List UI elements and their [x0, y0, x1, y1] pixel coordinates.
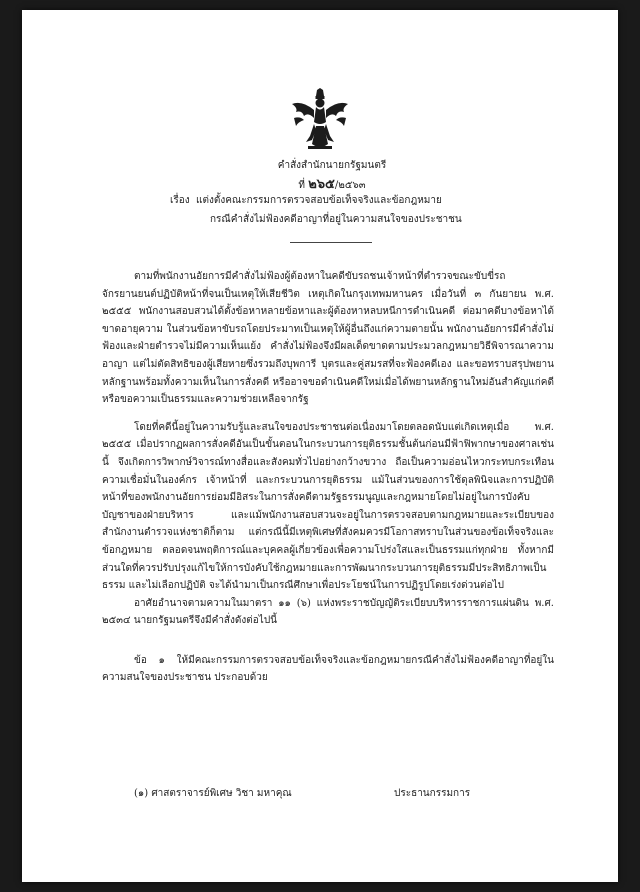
document-page	[22, 10, 618, 882]
subject	[170, 191, 462, 229]
paragraph-2: โดยที่คดีนี้อยู่ในความรับรู้และสนใจของประชาชนต่อเนื่องมาโดยตลอดนับแต่เกิดเหตุเมื่อ พ.ศ. ๒๕๕๕ เมื่อปรากฏผลการสั่งคดีอันเป็นขั้นตอนในกระบวนการยุติธรรมชั้นต้นก่อนมีฟ้าฟิพากษาของศาลเช่นนี้ จึงเกิดการวิพากษ์วิจารณ์ทางสื่อและสังคมทั่วไปอย่างกว้างขวาง ถือเป็นความอ่อนไหวกระทบกระเทือนความเชื่อมั่นในองค์กร เจ้าหน้าที่ และกระบวนการยุติธรรม แม้ในส่วนของการใช้ดุลพินิจและการปฏิบัติหน้าที่ของพนักงานอัยการย่อมมีอิสระในการสั่งคดีตามรัฐธรรมนูญและกฎหมายโดยไม่อยู่ในการบังคับบัญชาของฝ่ายบริหาร และแม้พนักงานสอบสวนจะอยู่ในการตรวจสอบตามกฎหมายและระเบียบของสำนักงานตำรวจแห่งชาติก็ตาม แต่กรณีนี้มีเหตุพิเศษที่สังคมควรมีโอกาสทราบในส่วนของข้อเท็จจริงและข้อกฎหมาย ตลอดจนพฤติการณ์และบุคคลผู้เกี่ยวข้องเพื่อความโปร่งใสและเป็นธรรมแก่ทุกฝ่าย ทั้งหากมีส่วนใดที่ควรปรับปรุงแก้ไขให้การบังคับใช้กฎหมายและการพัฒนากระบวนการยุติธรรมมีประสิทธิภาพเป็นธรรม และไม่เลือกปฏิบัติ จะได้นำมาเป็นกรณีศึกษาเพื่อประโยชน์ในการปฏิรูปโดยเร่งด่วนต่อไป	[102, 421, 554, 592]
subject-line-1: แต่งตั้งคณะกรรมการตรวจสอบข้อเท็จจริงและข้อกฎหมาย	[196, 195, 442, 206]
order-number-prefix: ที่	[298, 180, 305, 191]
subject-line-2: กรณีคำสั่งไม่ฟ้องคดีอาญาที่อยู่ในความสนใจของประชาชน	[210, 214, 462, 225]
member-role: ประธานกรรมการ	[394, 788, 471, 799]
separator-line	[290, 242, 372, 243]
member-row	[134, 786, 514, 801]
order-number-year: /๒๕๖๓	[334, 180, 366, 191]
subject-label: เรื่อง	[170, 195, 190, 206]
order-body	[102, 268, 554, 687]
member-name: (๑) ศาสตราจารย์พิเศษ วิชา มหาคุณ	[134, 788, 292, 799]
office-title: คำสั่งสำนักนายกรัฐมนตรี	[277, 160, 387, 171]
paragraph-1: ตามที่พนักงานอัยการมีคำสั่งไม่ฟ้องผู้ต้องหาในคดีขับรถชนเจ้าหน้าที่ตำรวจขณะขับขี่รถจักรยานยนต์ปฏิบัติหน้าที่จนเป็นเหตุให้เสียชีวิต เหตุเกิดในกรุงเทพมหานคร เมื่อวันที่ ๓ กันยายน พ.ศ. ๒๕๕๕ พนักงานสอบสวนได้ตั้งข้อหาหลายข้อหาและผู้ต้องหาหลบหนีการดำเนินคดี ต่อมาคดีบางข้อหาได้ขาดอายุความ ในส่วนข้อหาขับรถโดยประมาทเป็นเหตุให้ผู้อื่นถึงแก่ความตายนั้น พนักงานอัยการมีคำสั่งไม่ฟ้องและฝ่ายตำรวจไม่มีความเห็นแย้ง คำสั่งไม่ฟ้องจึงมีผลเด็ดขาดตามประมวลกฎหมายวิธีพิจารณาความอาญา แต่ไม่ตัดสิทธิของผู้เสียหายซึ่งรวมถึงบุพการี บุตรและคู่สมรสที่จะฟ้องคดีเอง และขอทราบสรุปพยานหลักฐานพร้อมทั้งความเห็นในการสั่งคดี หรืออาจขอดำเนินคดีใหม่เมื่อได้พยานหลักฐานใหม่อันสำคัญแก่คดี หรือขอความเป็นธรรมและความช่วยเหลือจากรัฐ	[102, 271, 554, 406]
paragraph-3: อาศัยอำนาจตามความในมาตรา ๑๑ (๖) แห่งพระราชบัญญัติระเบียบบริหารราชการแผ่นดิน พ.ศ. ๒๕๓๔ นายกรัฐมนตรีจึงมีคำสั่งดังต่อไปนี้	[102, 597, 554, 627]
paragraph-4: ข้อ ๑ ให้มีคณะกรรมการตรวจสอบข้อเท็จจริงและข้อกฎหมายกรณีคำสั่งไม่ฟ้องคดีอาญาที่อยู่ในความสนใจของประชาชน ประกอบด้วย	[102, 654, 554, 684]
garuda-emblem-icon	[290, 88, 350, 152]
order-number-fill: ๒๖๕	[308, 177, 335, 192]
